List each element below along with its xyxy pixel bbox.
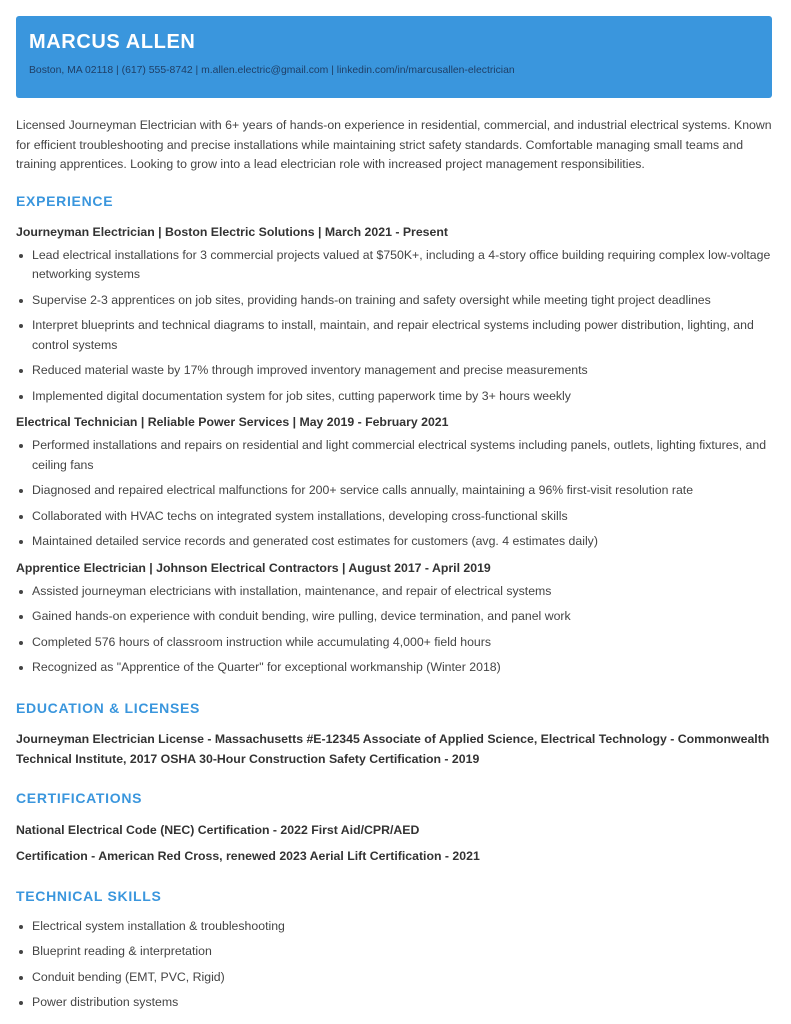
resume-body	[16, 116, 774, 1013]
candidate-name: MARCUS ALLEN	[29, 31, 196, 53]
job-bullets	[16, 582, 774, 678]
bullet-item: Collaborated with HVAC techs on integrated system installations, developing cross-functional skills	[16, 507, 774, 527]
bullet-item: Completed 576 hours of classroom instruction while accumulating 4,000+ field hours	[16, 633, 774, 653]
resume-header	[16, 16, 772, 98]
bullet-item: Implemented digital documentation system for job sites, cutting paperwork time by 3+ hours weekly	[16, 387, 774, 407]
education-details: Journeyman Electrician License - Massachusetts #E-12345 Associate of Applied Science, Electrical Technology - Commonwealth Technical Institute, 2017 OSHA 30-Hour Construction Safety Certification - 2019	[16, 731, 770, 766]
bullet-item: Lead electrical installations for 3 commercial projects valued at $750K+, including a 4-story office building requiring complex low-voltage networking systems	[16, 246, 774, 285]
bullet-item: Assisted journeyman electricians with installation, maintenance, and repair of electrical systems	[16, 582, 774, 602]
job-entry	[16, 223, 774, 407]
job-bullets	[16, 436, 774, 552]
bullet-item: Recognized as "Apprentice of the Quarter" for exceptional workmanship (Winter 2018)	[16, 658, 774, 678]
experience-heading: EXPERIENCE	[16, 192, 114, 209]
skills-list	[16, 917, 774, 1013]
bullet-item: Supervise 2-3 apprentices on job sites, providing hands-on training and safety oversight while meeting tight project deadlines	[16, 291, 774, 311]
bullet-item: Diagnosed and repaired electrical malfunctions for 200+ service calls annually, maintaining a 96% first-visit resolution rate	[16, 481, 774, 501]
bullet-item: Gained hands-on experience with conduit bending, wire pulling, device termination, and panel work	[16, 607, 774, 627]
certifications-heading: CERTIFICATIONS	[16, 789, 143, 806]
job-title: Journeyman Electrician | Boston Electric Solutions | March 2021 - Present	[16, 224, 448, 239]
skill-item: Power distribution systems	[16, 993, 774, 1013]
job-entry	[16, 413, 774, 552]
job-title: Electrical Technician | Reliable Power Services | May 2019 - February 2021	[16, 415, 449, 429]
certification-line: Certification - American Red Cross, renewed 2023 Aerial Lift Certification - 2021	[16, 848, 480, 863]
contact-info: Boston, MA 02118 | (617) 555-8742 | m.allen.electric@gmail.com | linkedin.com/in/marcusallen-electrician	[29, 65, 515, 76]
job-bullets	[16, 246, 774, 407]
education-heading: EDUCATION & LICENSES	[16, 699, 201, 716]
bullet-item: Maintained detailed service records and generated cost estimates for customers (avg. 4 estimates daily)	[16, 532, 774, 552]
bullet-item: Interpret blueprints and technical diagrams to install, maintain, and repair electrical systems including power distribution, lighting, and control systems	[16, 316, 774, 355]
certification-line: National Electrical Code (NEC) Certification - 2022 First Aid/CPR/AED	[16, 822, 420, 837]
bullet-item: Reduced material waste by 17% through improved inventory management and precise measurements	[16, 361, 774, 381]
skill-item: Electrical system installation & troubleshooting	[16, 917, 774, 937]
professional-summary: Licensed Journeyman Electrician with 6+ years of hands-on experience in residential, commercial, and industrial electrical systems. Known for efficient troubleshooting and precise installations while maintaining strict safety standards. Comfortable managing small teams and training apprentices. Looking to grow into a lead electrician role with increased project management responsibilities.	[16, 118, 772, 171]
job-title: Apprentice Electrician | Johnson Electrical Contractors | August 2017 - April 2019	[16, 560, 491, 575]
skill-item: Blueprint reading & interpretation	[16, 942, 774, 962]
skill-item: Conduit bending (EMT, PVC, Rigid)	[16, 968, 774, 988]
technical-skills-heading: TECHNICAL SKILLS	[16, 887, 162, 904]
bullet-item: Performed installations and repairs on residential and light commercial electrical systems including panels, outlets, lighting fixtures, and ceiling fans	[16, 436, 774, 475]
job-entry	[16, 559, 774, 678]
